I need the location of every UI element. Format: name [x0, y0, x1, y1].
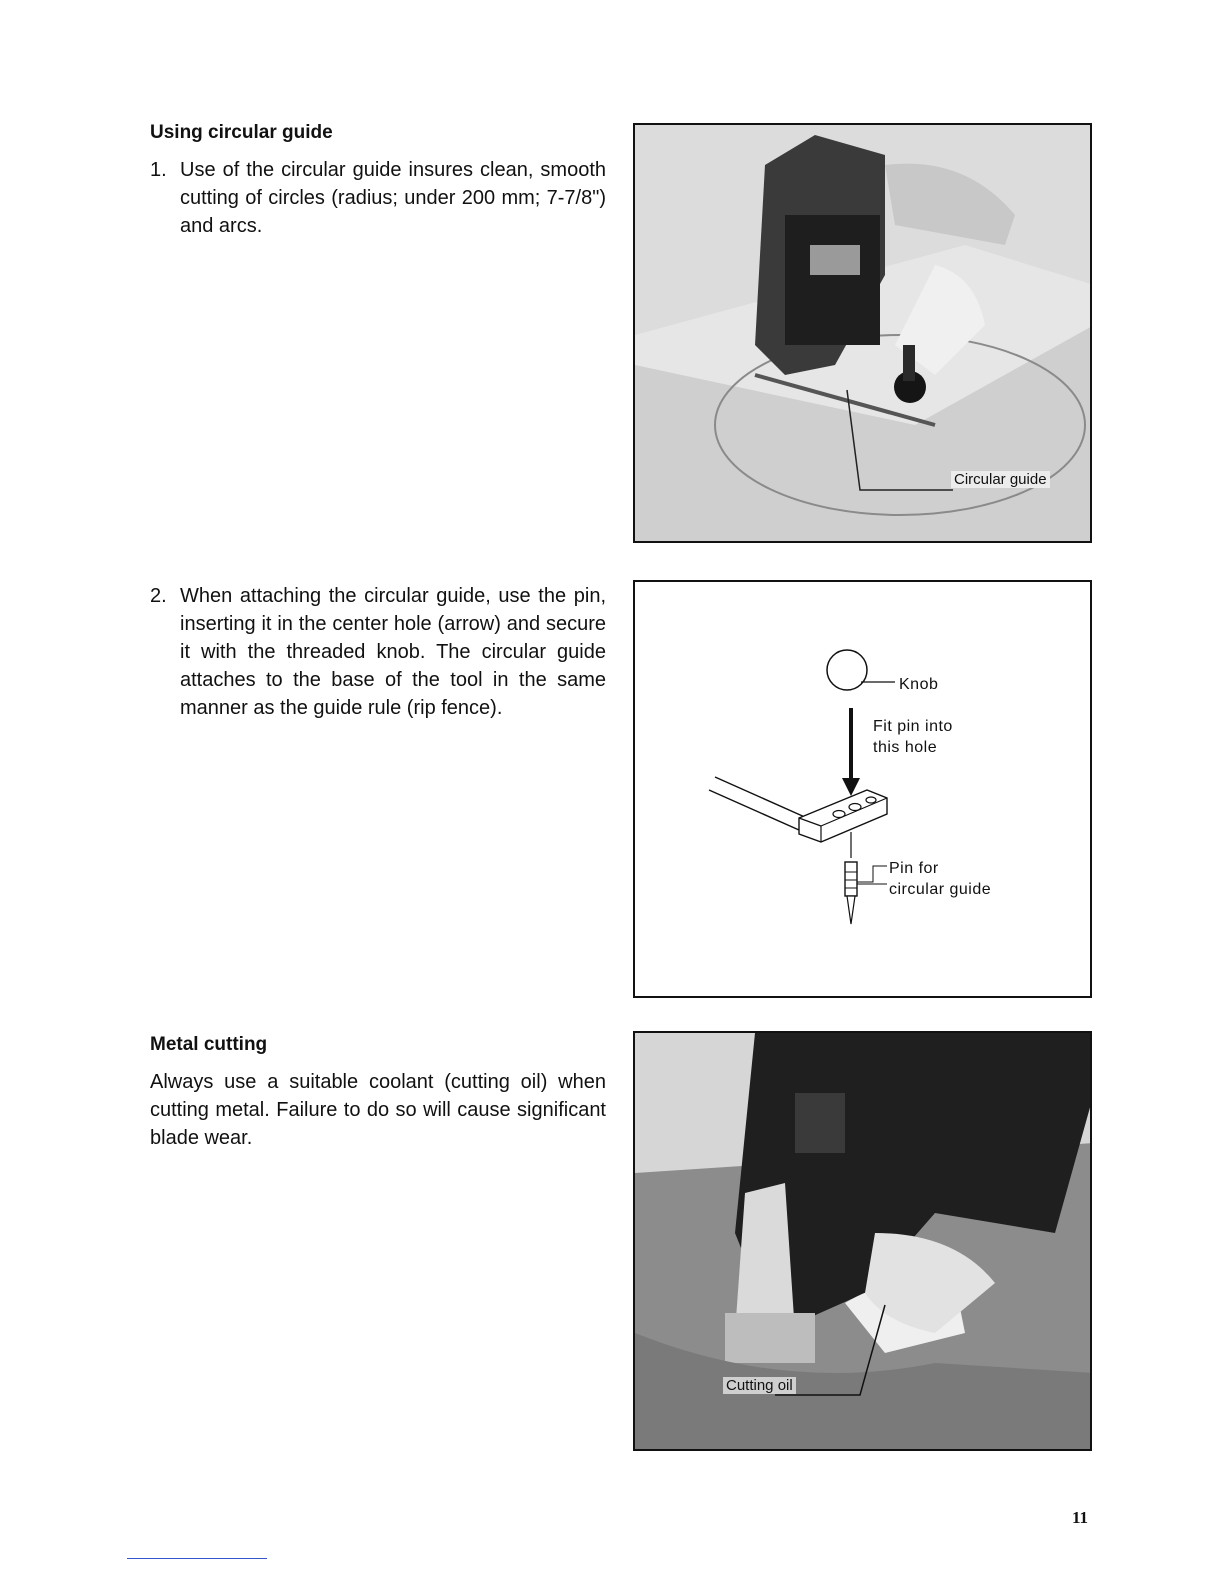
pin-icon: [845, 862, 857, 896]
hole-label-line2: this hole: [873, 739, 938, 756]
footnote-divider: [127, 1558, 267, 1559]
section-heading-circular-guide: Using circular guide: [150, 122, 333, 143]
instruction-2-text: When attaching the circular guide, use the pin, inserting it in the center hole (arrow) and secure it with the threaded knob. The circular guide attaches to the base of the tool in the same manner as the guide rule (rip fence).: [180, 585, 606, 719]
instruction-1-text: Use of the circular guide insures clean, smooth cutting of circles (radius; under 200 mm; 7-7/8") and arcs.: [180, 159, 606, 237]
diagram-pin-attachment: [633, 580, 1092, 998]
knob-label: Knob: [899, 676, 939, 693]
page-number: 11: [1071, 1508, 1088, 1527]
hole-label-line1: Fit pin into: [873, 718, 953, 735]
knob-icon: [827, 650, 867, 690]
metal-cutting-illustration: [635, 1033, 1092, 1451]
list-number-2: 2.: [150, 585, 167, 607]
photo-metal-cutting: [633, 1031, 1092, 1451]
pin-label-line1: Pin for: [889, 860, 939, 877]
metal-cutting-text: Always use a suitable coolant (cutting oil) when cutting metal. Failure to do so will cause significant blade wear.: [150, 1071, 606, 1149]
list-number-1: 1.: [150, 159, 167, 181]
circular-guide-diagram: [635, 582, 1092, 998]
cutting-oil-callout: Cutting oil: [723, 1377, 796, 1394]
section-heading-metal-cutting: Metal cutting: [150, 1034, 268, 1055]
circular-guide-callout: Circular guide: [951, 471, 1050, 488]
pin-label-line2: circular guide: [889, 881, 992, 898]
photo-circular-guide: [633, 123, 1092, 543]
